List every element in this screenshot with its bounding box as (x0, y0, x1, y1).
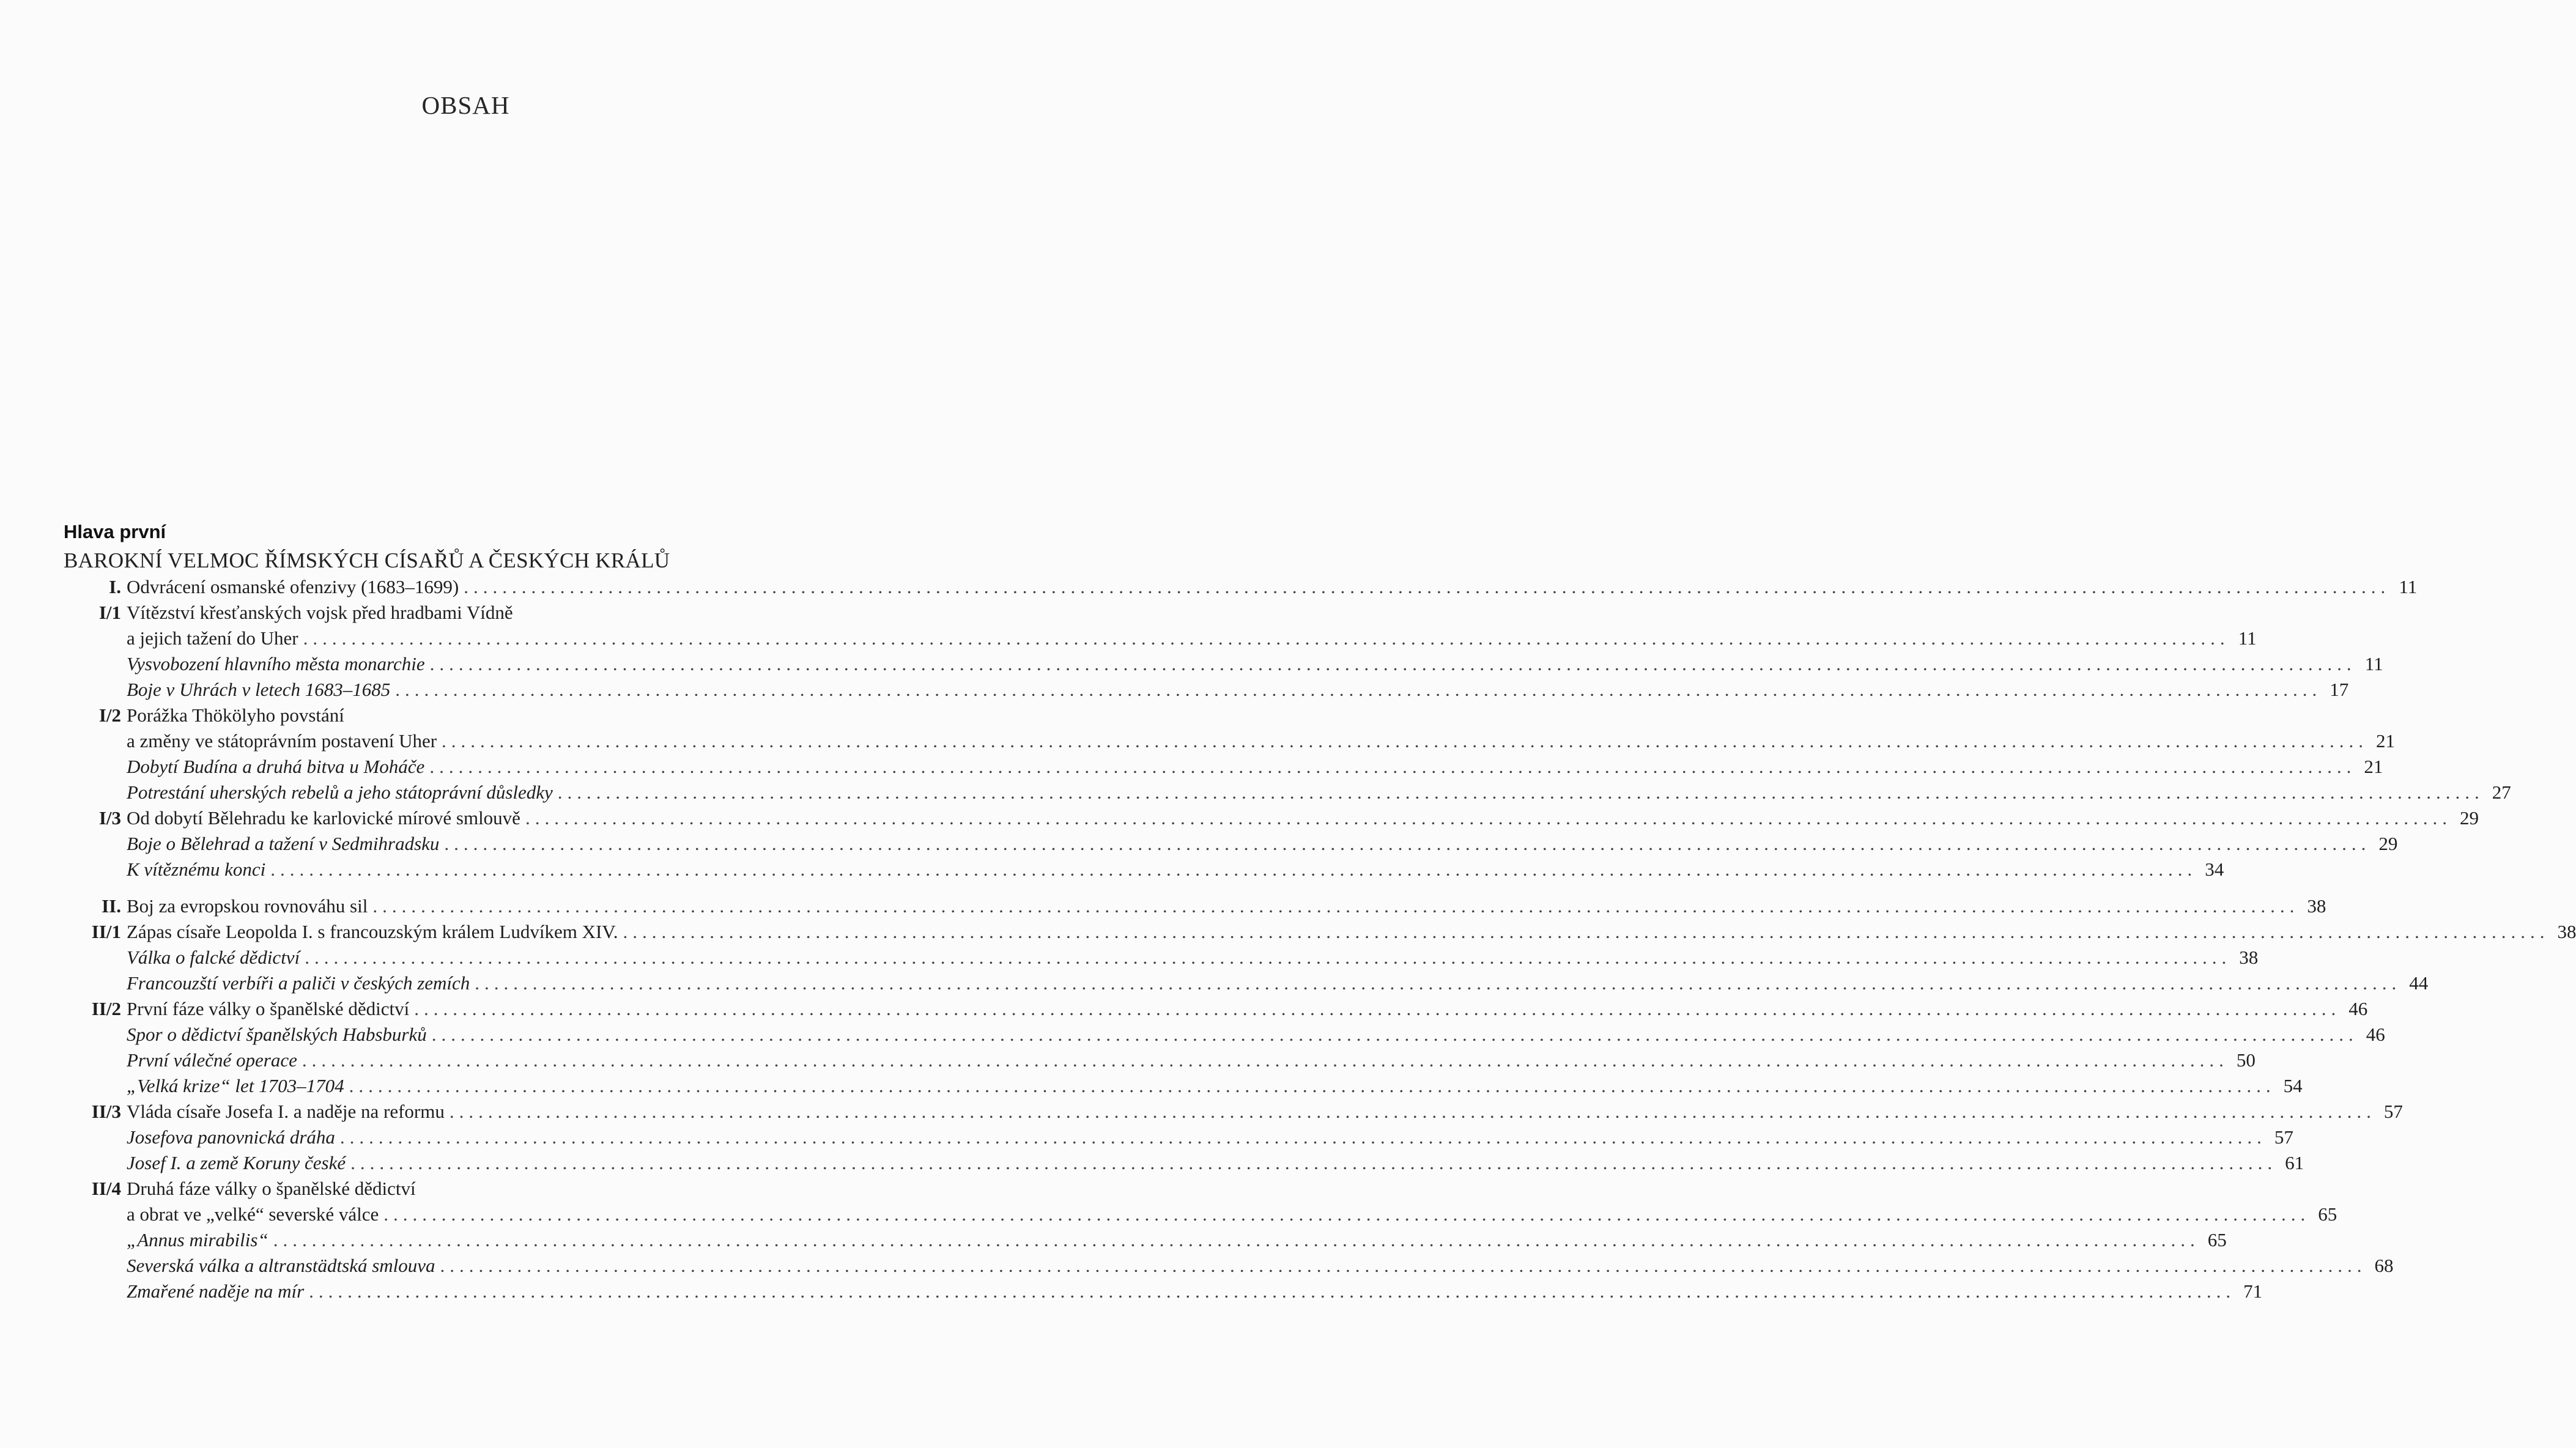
toc-entry (64, 806, 2479, 832)
toc-entry-page: 44 (2409, 972, 2429, 994)
toc-entry-page: 29 (2378, 833, 2398, 854)
toc-entry-page: 11 (2238, 627, 2257, 649)
toc-entry (64, 1202, 2337, 1228)
toc-leader-dots: ........................................................................................................................................................................................................ (414, 998, 2341, 1019)
toc-entry-page: 17 (2330, 679, 2349, 700)
toc-entry-number: I/3 (98, 807, 121, 829)
toc-leader-dots: ........................................................................................................................................................................................................ (270, 859, 2197, 880)
toc-entry-page: 21 (2364, 756, 2383, 777)
toc-entry-page: 46 (2348, 998, 2368, 1019)
toc-entry-title: Odvrácení osmanské ofenzivy (1683–1699) (127, 576, 459, 597)
toc-leader-dots: ........................................................................................................................................................................................................ (557, 781, 2484, 803)
toc-entry-page: 54 (2283, 1075, 2303, 1096)
toc-entry-page: 50 (2236, 1049, 2256, 1071)
toc-entry-title: Spor o dědictví španělských Habsburků (127, 1024, 427, 1045)
toc-leader-dots: ........................................................................................................................................................................................................ (429, 756, 2356, 777)
toc-entry (64, 780, 2511, 806)
toc-entry (64, 652, 2383, 678)
toc-entry-page: 38 (2557, 921, 2576, 942)
toc-entry-number: I/2 (98, 704, 121, 726)
toc-entry-title: Od dobytí Bělehradu ke karlovické mírové smlouvě (127, 807, 520, 829)
toc-entry-page: 71 (2243, 1280, 2263, 1302)
toc-entry-title: První válečné operace (127, 1049, 297, 1071)
toc-entry (64, 971, 2429, 997)
toc-entry-page: 65 (2207, 1229, 2227, 1250)
toc-leader-dots: ........................................................................................................................................................................................................ (309, 1280, 2236, 1302)
toc-leader-dots: ........................................................................................................................................................................................................ (395, 679, 2322, 700)
toc-entry (64, 1125, 2293, 1151)
toc-entry-title: K vítěznému konci (127, 859, 266, 880)
toc-entry-page: 68 (2374, 1255, 2394, 1276)
toc-entry-page: 11 (2364, 653, 2383, 674)
toc-entry-number: II/3 (91, 1101, 121, 1122)
toc-entry (64, 832, 2398, 857)
chapter-label: Hlava první (64, 521, 166, 542)
toc-leader-dots: ........................................................................................................................................................................................................ (449, 1101, 2376, 1122)
toc-entry-page: 38 (2239, 947, 2259, 968)
toc-entry (64, 678, 2349, 703)
toc-leader-dots: ........................................................................................................................................................................................................ (339, 1126, 2267, 1148)
toc-entry-page: 57 (2383, 1101, 2403, 1122)
toc-entry (64, 729, 2396, 755)
toc-entry (64, 703, 793, 729)
toc-entry-title: Vysvobození hlavního města monarchie (127, 653, 425, 674)
toc-entry-title: a změny ve státoprávním postavení Uher (127, 730, 437, 752)
toc-entry-title: Josefova panovnická dráha (127, 1126, 335, 1148)
toc-entry-page: 38 (2307, 895, 2326, 917)
toc-entry-number: II. (102, 895, 121, 917)
toc-entry-title: Dobytí Budína a druhá bitva u Moháče (127, 756, 425, 777)
toc-leader-dots: ........................................................................................................................................................................................................ (444, 833, 2371, 854)
toc-entry-title: „Annus mirabilis“ (127, 1229, 268, 1250)
toc-entry-title: a obrat ve „velké“ severské válce (127, 1203, 379, 1225)
toc-entry-page: 21 (2376, 730, 2396, 752)
toc-entry-title: Válka o falcké dědictví (127, 947, 300, 968)
toc-entry (64, 920, 2576, 945)
toc-entry (64, 626, 2257, 652)
toc-leader-dots: ........................................................................................................................................................................................................ (464, 576, 2391, 597)
toc-entry-page: 65 (2318, 1203, 2337, 1225)
toc-entry-title: Vítězství křesťanských vojsk před hradbami Vídně (127, 602, 513, 623)
toc-entry (64, 1074, 2303, 1099)
toc-entry-page: 27 (2492, 781, 2511, 803)
toc-leader-dots: ........................................................................................................................................................................................................ (273, 1229, 2200, 1250)
toc-leader-dots: ........................................................................................................................................................................................................ (475, 972, 2402, 994)
toc-entry-number: II/2 (91, 998, 121, 1019)
toc-entry-title: Zmařené naděje na mír (127, 1280, 305, 1302)
toc-entry (64, 1176, 793, 1202)
toc-entry (64, 575, 2418, 600)
toc-entry (64, 1151, 2304, 1176)
toc-leader-dots: ........................................................................................................................................................................................................ (349, 1075, 2276, 1096)
toc-leader-dots: ........................................................................................................................................................................................................ (303, 627, 2230, 649)
toc-entry-number: II/4 (91, 1178, 121, 1199)
toc-leader-dots: ........................................................................................................................................................................................................ (440, 1255, 2367, 1276)
toc-entry-number: I. (109, 576, 121, 597)
toc-entry-title: a jejich tažení do Uher (127, 627, 298, 649)
toc-leader-dots: ........................................................................................................................................................................................................ (525, 807, 2452, 829)
toc-leader-dots: ........................................................................................................................................................................................................ (429, 653, 2356, 674)
toc-entry-title: Druhá fáze války o španělské dědictví (127, 1178, 416, 1199)
toc-leader-dots: ........................................................................................................................................................................................................ (383, 1203, 2311, 1225)
toc-entry-title: Vláda císaře Josefa I. a naděje na reformu (127, 1101, 445, 1122)
toc-entry-title: Francouzští verbíři a paliči v českých zemích (127, 972, 470, 994)
toc-entry (64, 1228, 2227, 1254)
toc-entry-page: 46 (2366, 1024, 2385, 1045)
toc-entry-page: 61 (2285, 1152, 2304, 1173)
toc-entry-title: První fáze války o španělské dědictví (127, 998, 410, 1019)
toc-entry-number: II/1 (91, 921, 121, 942)
toc-entry (64, 894, 2326, 920)
chapter-title: BAROKNÍ VELMOC ŘÍMSKÝCH CÍSAŘŮ A ČESKÝCH KRÁLŮ (64, 549, 670, 572)
toc-entry-title: Boje v Uhrách v letech 1683–1685 (127, 679, 391, 700)
toc-entry (64, 755, 2383, 780)
toc-entry (64, 1048, 2256, 1074)
toc-leader-dots: ........................................................................................................................................................................................................ (305, 947, 2232, 968)
toc-leader-dots: ........................................................................................................................................................................................................ (623, 921, 2550, 942)
toc-entry (64, 857, 2224, 883)
toc-leader-dots: ........................................................................................................................................................................................................ (442, 730, 2369, 752)
toc-entry-title: Potrestání uherských rebelů a jeho státoprávní důsledky (127, 781, 553, 803)
toc-entry-title: Zápas císaře Leopolda I. s francouzským králem Ludvíkem XIV. (127, 921, 618, 942)
toc-entry-title: Josef I. a země Koruny české (127, 1152, 346, 1173)
toc-entry-title: Severská válka a altranstädtská smlouva (127, 1255, 435, 1276)
toc-leader-dots: ........................................................................................................................................................................................................ (431, 1024, 2358, 1045)
toc-leader-dots: ........................................................................................................................................................................................................ (302, 1049, 2229, 1071)
toc-leader-dots: ........................................................................................................................................................................................................ (372, 895, 2300, 917)
toc-entry-title: Boj za evropskou rovnováhu sil (127, 895, 368, 917)
toc-entry-title: „Velká krize“ let 1703–1704 (127, 1075, 344, 1096)
toc-entry-number: I/1 (98, 602, 121, 623)
toc-entry (64, 1022, 2385, 1048)
toc-entry (64, 1099, 2403, 1125)
toc-entry (64, 1254, 2394, 1279)
toc-entry-page: 34 (2205, 859, 2224, 880)
toc-entry (64, 1279, 2263, 1305)
toc-entry-page: 11 (2399, 576, 2418, 597)
toc-entry-page: 57 (2274, 1126, 2293, 1148)
toc-entry (64, 945, 2259, 971)
toc-entry (64, 997, 2368, 1022)
toc-entry-title: Boje o Bělehrad a tažení v Sedmihradsku (127, 833, 440, 854)
toc-entry-title: Porážka Thökölyho povstání (127, 704, 344, 726)
toc-entry (64, 600, 793, 626)
toc-leader-dots: ........................................................................................................................................................................................................ (350, 1152, 2278, 1173)
toc-entry-page: 29 (2459, 807, 2479, 829)
page-title: OBSAH (421, 91, 510, 119)
